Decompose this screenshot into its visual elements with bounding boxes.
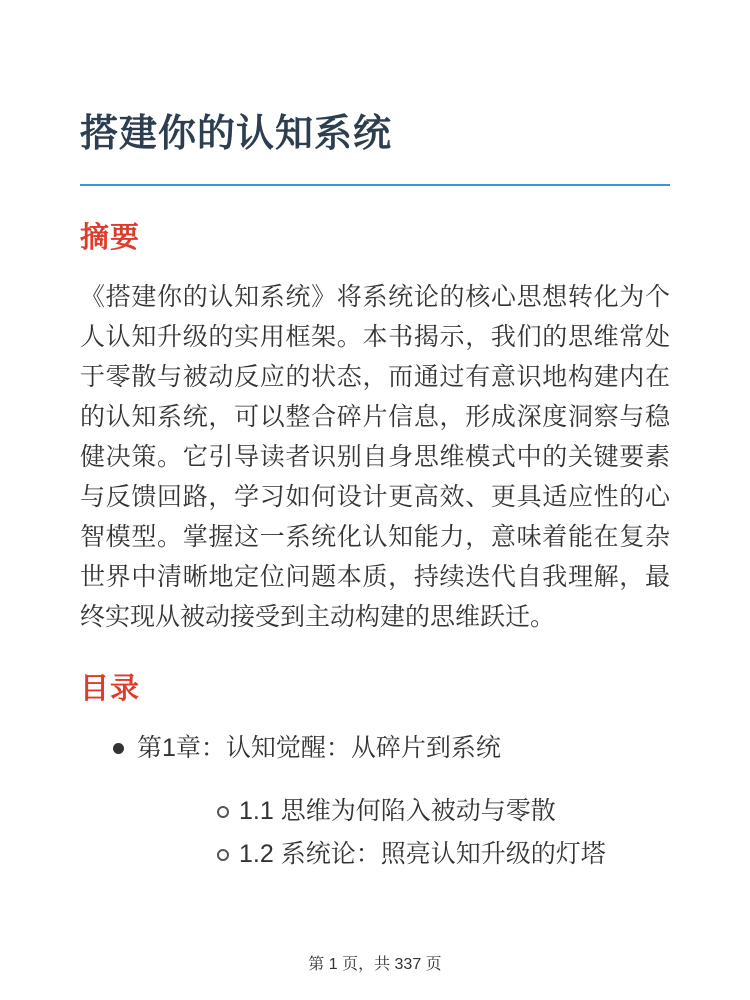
- disc-bullet-icon: [113, 743, 124, 754]
- abstract-heading: 摘要: [80, 221, 141, 254]
- toc-section-item: [137, 791, 670, 831]
- toc-section-label: 1.1 思维为何陷入被动与零散: [239, 797, 556, 826]
- toc-chapter-label: 第1章：认知觉醒：从碎片到系统: [137, 734, 501, 763]
- circle-bullet-icon: [217, 806, 229, 818]
- title-divider: [80, 184, 670, 186]
- toc-chapter-item: [80, 728, 670, 874]
- page-title: 搭建你的认知系统: [80, 113, 393, 155]
- toc-sublist: [137, 791, 670, 874]
- toc-section-item: [137, 834, 670, 874]
- toc-section-label: 1.2 系统论：照亮认知升级的灯塔: [239, 840, 606, 869]
- toc-heading: 目录: [80, 672, 141, 705]
- page-footer: 第 1 页，共 337 页: [308, 956, 442, 973]
- abstract-paragraph: 《搭建你的认知系统》将系统论的核心思想转化为个人认知升级的实用框架。本书揭示，我们的思维常处于零散与被动反应的状态，而通过有意识地构建内在的认知系统，可以整合碎片信息，形成深度洞察与稳健决策。它引导读者识别自身思维模式中的关键要素与反馈回路，学习如何设计更高效、更具适应性的心智模型。掌握这一系统化认知能力，意味着能在复杂世界中清晰地定位问题本质，持续迭代自我理解，最终实现从被动接受到主动构建的思维跃迁。: [80, 282, 670, 631]
- toc-list: [80, 728, 670, 874]
- circle-bullet-icon: [217, 849, 229, 861]
